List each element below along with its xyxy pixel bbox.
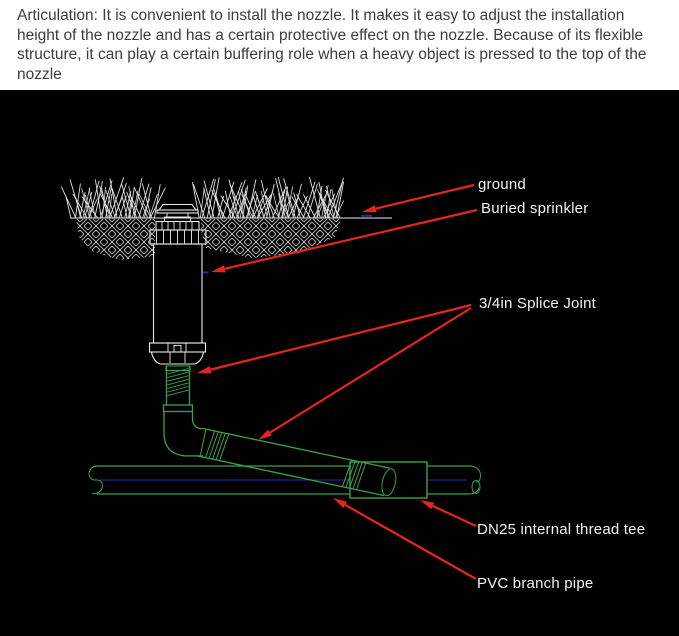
- label-splice-joint: 3/4in Splice Joint: [479, 295, 597, 312]
- description-header: [0, 0, 679, 90]
- grass-hatch: [61, 177, 343, 219]
- arrow-splice-upper: [197, 305, 471, 373]
- riser-pipe: [164, 366, 204, 456]
- arrow-splice-lower: [258, 308, 471, 440]
- riser-threads: [168, 369, 189, 396]
- arrow-thread-tee: [420, 500, 476, 526]
- buried-sprinkler-body: [150, 205, 207, 365]
- description-text: Articulation: It is convenient to install the nozzle. It makes it easy to adjust the installation height of the nozzle and has a certain protective effect on the nozzle. Because of its flexible structure, it can play a certain buffering role when a heavy object is pressed to the top of the nozzle: [17, 7, 647, 83]
- label-buried-sprinkler: Buried sprinkler: [481, 200, 589, 217]
- label-branch-pipe: PVC branch pipe: [477, 575, 594, 592]
- thread-band-1: [205, 430, 228, 461]
- arrow-branch-pipe: [333, 498, 476, 579]
- label-ground: ground: [478, 176, 526, 193]
- cad-drawing: [0, 90, 679, 636]
- label-thread-tee: DN25 internal thread tee: [477, 521, 646, 538]
- diagram-panel: [0, 90, 679, 636]
- arrow-ground: [362, 185, 474, 212]
- soil-hatch: [76, 219, 341, 260]
